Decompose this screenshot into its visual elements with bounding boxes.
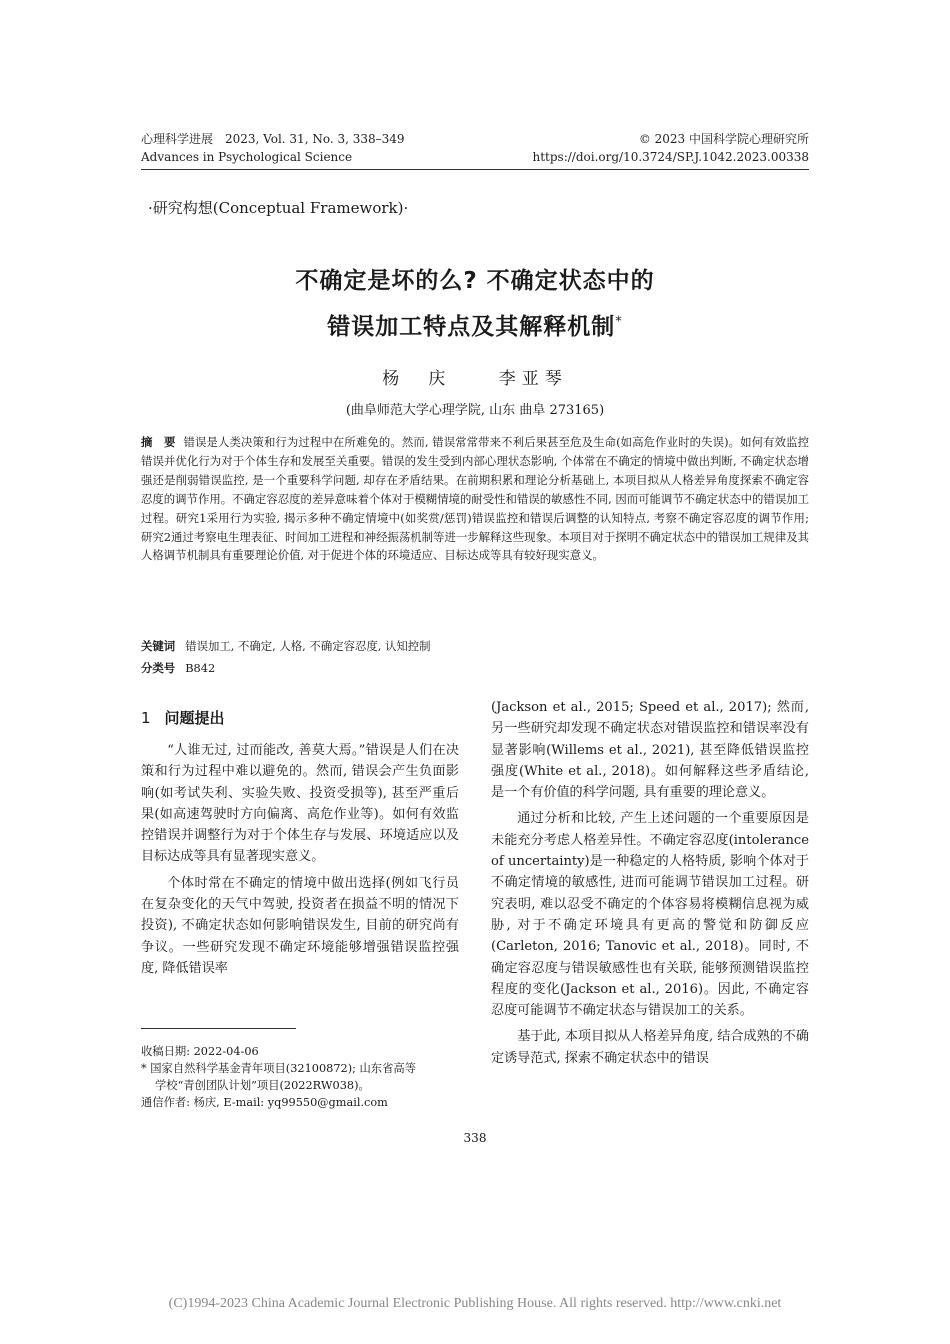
paragraph: 基于此, 本项目拟从人格差异角度, 结合成熟的不确定诱导范式, 探索不确定状态中的错误 — [491, 1029, 809, 1066]
abstract-label: 摘 要 — [141, 435, 176, 449]
title-line-1: 不确定是坏的么? 不确定状态中的 — [295, 268, 655, 294]
journal-name-en: Advances in Psychological Science — [141, 150, 353, 164]
footnote-divider — [141, 1028, 296, 1029]
title-footnote-mark: * — [615, 314, 623, 330]
paragraph: 个体时常在不确定的情境中做出选择(例如飞行员在复杂变化的天气中驾驶, 投资者在损益不明的情况下投资), 不确定状态如何影响错误发生, 目前的研究尚有争议。一些研究发现不确定环境能够增强错误监控强度, 降低错误率 — [141, 875, 459, 976]
paragraph: (Jackson et al., 2015; Speed et al., 2017); 然而, 另一些研究却发现不确定状态对错误监控和错误率没有显著影响(Willems et al., 2021), 甚至降低错误监控强度(White et al., 2018)。如何解释这些矛盾结论, 是一个有价值的科学问题, 具有重要的理论意义。 — [491, 700, 809, 801]
paragraph: “人谁无过, 过而能改, 善莫大焉。”错误是人们在决策和行为过程中难以避免的。然而, 错误会产生负面影响(如考试失利、实验失败、投资受损等), 甚至严重后果(如高速驾驶时方向偏离、高危作业等)。如何有效监控错误并调整行为对于个体生存与发展、环境适应以及目标达成等具有显著现实意义。 — [141, 743, 459, 865]
classification — [141, 659, 215, 678]
classification-label: 分类号 — [141, 661, 176, 675]
footnotes — [141, 1043, 461, 1111]
fund-info — [141, 1060, 461, 1094]
cnki-copyright: (C)1994-2023 China Academic Journal Electronic Publishing House. All rights reserved. http://www.cnki.net — [168, 1296, 782, 1311]
section-number: 1 — [141, 709, 151, 727]
left-column — [141, 740, 459, 979]
header-divider — [141, 169, 809, 170]
journal-copyright: © 2023 中国科学院心理研究所 — [638, 132, 809, 146]
author-2: 李亚琴 — [498, 369, 568, 389]
fund-line-1: * 国家自然科学基金青年项目(32100872); 山东省高等 — [141, 1062, 416, 1075]
doi-link[interactable]: https://doi.org/10.3724/SP.J.1042.2023.00338 — [532, 150, 809, 164]
authors — [0, 364, 950, 389]
keywords-label: 关键词 — [141, 639, 176, 653]
paragraph: 通过分析和比较, 产生上述问题的一个重要原因是未能充分考虑人格差异性。不确定容忍度(intolerance of uncertainty)是一种稳定的人格特质, 影响个体对于不确定情境的敏感性, 进而可能调节错误加工过程。研究表明, 难以忍受不确定的个体容易将模糊信息视为威胁, 对于不确定环境具有更高的警觉和防御反应(Carleton, 2016; Tanovic et al., 2018)。同时, 不确定容忍度与错误敏感性也有关联, 能够预测错误监控程度的变化(Jackson et al., 2016)。因此, 不确定容忍度可能调节不确定状态与错误加工的关系。 — [491, 811, 809, 1019]
abstract — [141, 433, 809, 565]
received-date: 收稿日期: 2022-04-06 — [141, 1045, 259, 1058]
title-line-2 — [0, 308, 950, 341]
column-tag: ·研究构想(Conceptual Framework)· — [148, 199, 409, 217]
title-line-2-text: 错误加工特点及其解释机制 — [327, 314, 616, 340]
affiliation: (曲阜师范大学心理学院, 山东 曲阜 273165) — [345, 403, 605, 418]
right-column — [491, 697, 809, 1069]
journal-citation: 心理科学进展 2023, Vol. 31, No. 3, 338–349 — [141, 132, 405, 146]
page-number: 338 — [463, 1131, 487, 1145]
section-title: 问题提出 — [164, 709, 225, 727]
keywords-text: 错误加工, 不确定, 人格, 不确定容忍度, 认知控制 — [185, 639, 431, 653]
keywords — [141, 637, 431, 656]
author-1: 杨 庆 — [382, 369, 452, 389]
corresponding-author: 通信作者: 杨庆, E-mail: yq99550@gmail.com — [141, 1096, 388, 1109]
section-heading — [141, 707, 225, 728]
classification-text: B842 — [185, 661, 216, 675]
abstract-text: 错误是人类决策和行为过程中在所难免的。然而, 错误常常带来不利后果甚至危及生命(如高危作业时的失误)。如何有效监控错误并优化行为对于个体生存和发展至关重要。错误的发生受到内部心理状态影响, 个体常在不确定的情境中做出判断, 不确定状态增强还是削弱错误监控, 是一个重要科学问题, 却存在矛盾结果。在前期积累和理论分析基础上, 本项目拟从人格差异角度探索不确定容忍度的调节作用。不确定容忍度的差异意味着个体对于模糊情境的耐受性和错误的敏感性不同, 因而可能调节不确定状态中的错误加工过程。研究1采用行为实验, 揭示多种不确定情境中(如奖赏/惩罚)错误监控和错误后调整的认知特点, 考察不确定容忍度的调节作用; 研究2通过考察电生理表征、时间加工进程和神经振荡机制等进一步解释这些现象。本项目对于探明不确定状态中的错误加工规律及其人格调节机制具有重要理论价值, 对于促进个体的环境适应、目标达成等具有较好现实意义。 — [141, 435, 809, 563]
fund-line-2: 学校“青创团队计划”项目(2022RW038)。 — [155, 1079, 370, 1092]
